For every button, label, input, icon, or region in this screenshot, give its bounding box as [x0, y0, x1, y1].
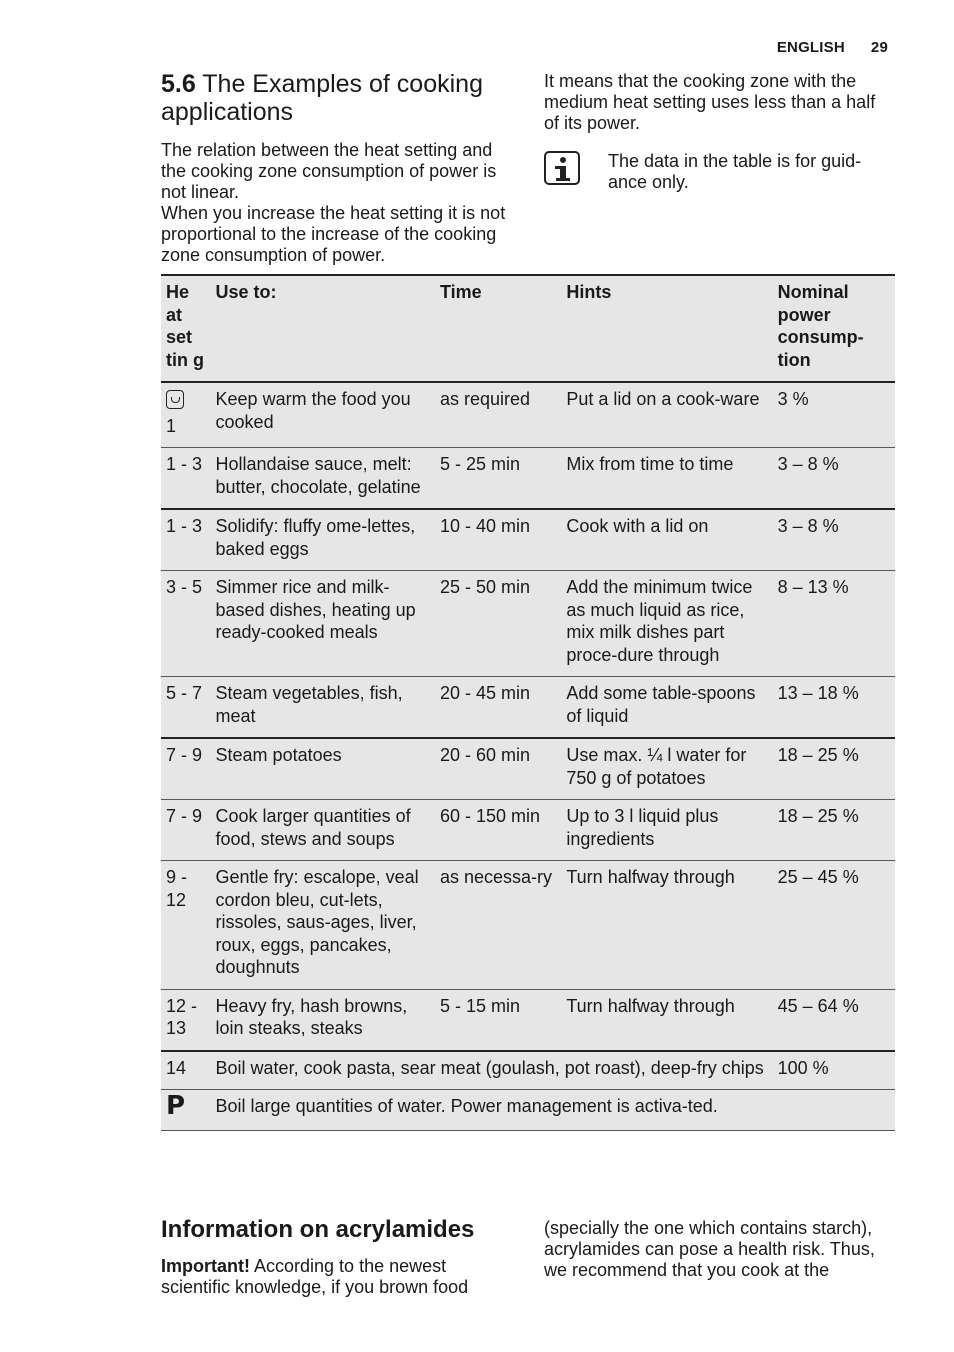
heat-setting-cell: 12 - 13 — [166, 995, 198, 1038]
hints-cell: Mix from time to time — [566, 454, 734, 474]
power-boost-symbol: P — [166, 1091, 186, 1121]
hints-cell: Cook with a lid on — [566, 516, 709, 536]
use-cell: Gentle fry: escalope, veal cordon bleu, cut-lets, rissoles, saus-ages, liver, roux, eggs, pancakes, doughnuts — [215, 867, 419, 977]
time-cell: 10 - 40 min — [439, 516, 531, 536]
intro-right-column — [544, 71, 894, 193]
hints-cell: Turn halfway through — [566, 867, 735, 887]
info-icon — [544, 151, 580, 185]
heat-setting-cell: 7 - 9 — [166, 745, 203, 765]
important-label: Important! — [161, 1256, 250, 1276]
power-cell: 13 – 18 % — [777, 683, 859, 703]
heat-setting-cell: 1 — [161, 382, 211, 448]
acrylamides-title: Information on acrylamides — [161, 1216, 475, 1243]
time-cell: 20 - 60 min — [439, 745, 531, 765]
use-cell: Steam vegetables, fish, meat — [215, 683, 403, 726]
use-cell: Hollandaise sauce, melt: butter, chocolate, gelatine — [215, 454, 421, 497]
table-row — [161, 1090, 895, 1131]
heat-setting-cell — [161, 1090, 211, 1131]
table-row — [161, 738, 895, 800]
power-cell: 18 – 25 % — [777, 806, 859, 826]
page-number: 29 — [870, 39, 888, 56]
power-cell: 3 – 8 % — [777, 516, 839, 536]
hints-cell: Up to 3 l liquid plus ingredients — [566, 806, 719, 849]
hints-cell: Put a lid on a cook-ware — [566, 389, 760, 409]
time-cell: 20 - 45 min — [439, 683, 531, 703]
acrylamides-right-text: (specially the one which contains starch), acrylamides can pose a health risk. Thus, we recommend that you cook at the — [544, 1218, 875, 1280]
acrylamides-paragraph — [161, 1256, 511, 1298]
acrylamides-left-column — [161, 1216, 511, 1298]
acrylamides-left-text: According to the newest scientific knowledge, if you brown food — [161, 1256, 469, 1297]
intro-paragraph-1: The relation between the heat setting and the cooking zone consumption of power is not linear. — [161, 140, 497, 202]
table-row — [161, 571, 895, 677]
heat-setting-cell: 9 - 12 — [166, 867, 188, 910]
heat-setting-cell: 1 - 3 — [166, 516, 203, 536]
heat-setting-cell: 3 - 5 — [166, 577, 203, 597]
time-cell: 5 - 25 min — [439, 454, 521, 474]
use-cell: Keep warm the food you cooked — [215, 389, 411, 432]
header-use-to: Use to: — [215, 282, 277, 302]
table-header-row — [161, 275, 895, 382]
page-header — [751, 39, 888, 56]
time-cell: 5 - 15 min — [439, 995, 521, 1016]
section-title-text: The Examples of cooking applications — [161, 70, 483, 126]
hints-cell: Add the minimum twice as much liquid as rice, mix milk dishes part proce-dure through — [566, 577, 753, 665]
table-row — [161, 677, 895, 739]
header-heat-setting: He at set tin g — [166, 282, 204, 370]
power-cell: 100 % — [777, 1057, 829, 1078]
power-cell: 3 – 8 % — [777, 454, 839, 474]
header-time: Time — [439, 282, 482, 302]
table-row — [161, 448, 895, 510]
hints-cell: Add some table-spoons of liquid — [566, 683, 756, 726]
acrylamides-right-column — [544, 1218, 894, 1281]
power-cell: 8 – 13 % — [777, 577, 849, 597]
intro-paragraph-3: It means that the cooking zone with the medium heat setting uses less than a half of its power. — [544, 71, 876, 133]
table-row — [161, 800, 895, 861]
table-row — [161, 861, 895, 990]
power-cell: 18 – 25 % — [777, 745, 859, 765]
info-note — [544, 151, 894, 193]
info-note-text: The data in the table is for guid-ance only. — [608, 151, 862, 192]
heat-setting-cell: 5 - 7 — [166, 683, 203, 703]
use-cell: Steam potatoes — [215, 745, 342, 765]
heat-setting-cell: 7 - 9 — [166, 806, 203, 826]
table-row — [161, 989, 895, 1051]
header-nominal-power: Nominal power consump-tion — [777, 282, 864, 370]
time-cell: 60 - 150 min — [439, 806, 541, 826]
use-cell: Heavy fry, hash browns, loin steaks, steaks — [215, 995, 408, 1038]
intro-left-column — [161, 70, 511, 266]
time-cell: 25 - 50 min — [439, 577, 531, 597]
section-number: 5.6 — [161, 70, 196, 98]
intro-paragraph-2: When you increase the heat setting it is not proportional to the increase of the cooking zone consumption of power. — [161, 203, 506, 265]
time-cell: as required — [439, 389, 531, 409]
time-cell: as necessa-ry — [439, 867, 553, 887]
keep-warm-icon — [166, 390, 184, 409]
power-cell: 25 – 45 % — [777, 867, 859, 887]
cooking-applications-table — [161, 274, 895, 1131]
use-cell: Solidify: fluffy ome-lettes, baked eggs — [215, 516, 416, 559]
power-cell: 3 % — [777, 389, 809, 409]
table-row — [161, 1051, 895, 1090]
use-cell: Simmer rice and milk-based dishes, heating up ready-cooked meals — [215, 577, 416, 642]
section-title — [161, 70, 511, 126]
power-cell: 45 – 64 % — [777, 995, 859, 1016]
hints-cell: Turn halfway through — [566, 995, 735, 1016]
hints-cell: Use max. ¼ l water for 750 g of potatoes — [566, 745, 747, 788]
heat-setting-cell: 1 - 3 — [166, 454, 203, 474]
table-row — [161, 509, 895, 571]
header-hints: Hints — [566, 282, 612, 302]
table-row — [161, 382, 895, 448]
header-language: ENGLISH — [776, 39, 845, 56]
use-cell: Cook larger quantities of food, stews and soups — [215, 806, 411, 849]
use-cell: Boil water, cook pasta, sear meat (goulash, pot roast), deep-fry chips — [215, 1057, 764, 1078]
power-cell — [773, 1090, 895, 1131]
use-cell: Boil large quantities of water. Power management is activa-ted. — [215, 1096, 718, 1116]
heat-setting-cell: 14 — [166, 1057, 187, 1078]
